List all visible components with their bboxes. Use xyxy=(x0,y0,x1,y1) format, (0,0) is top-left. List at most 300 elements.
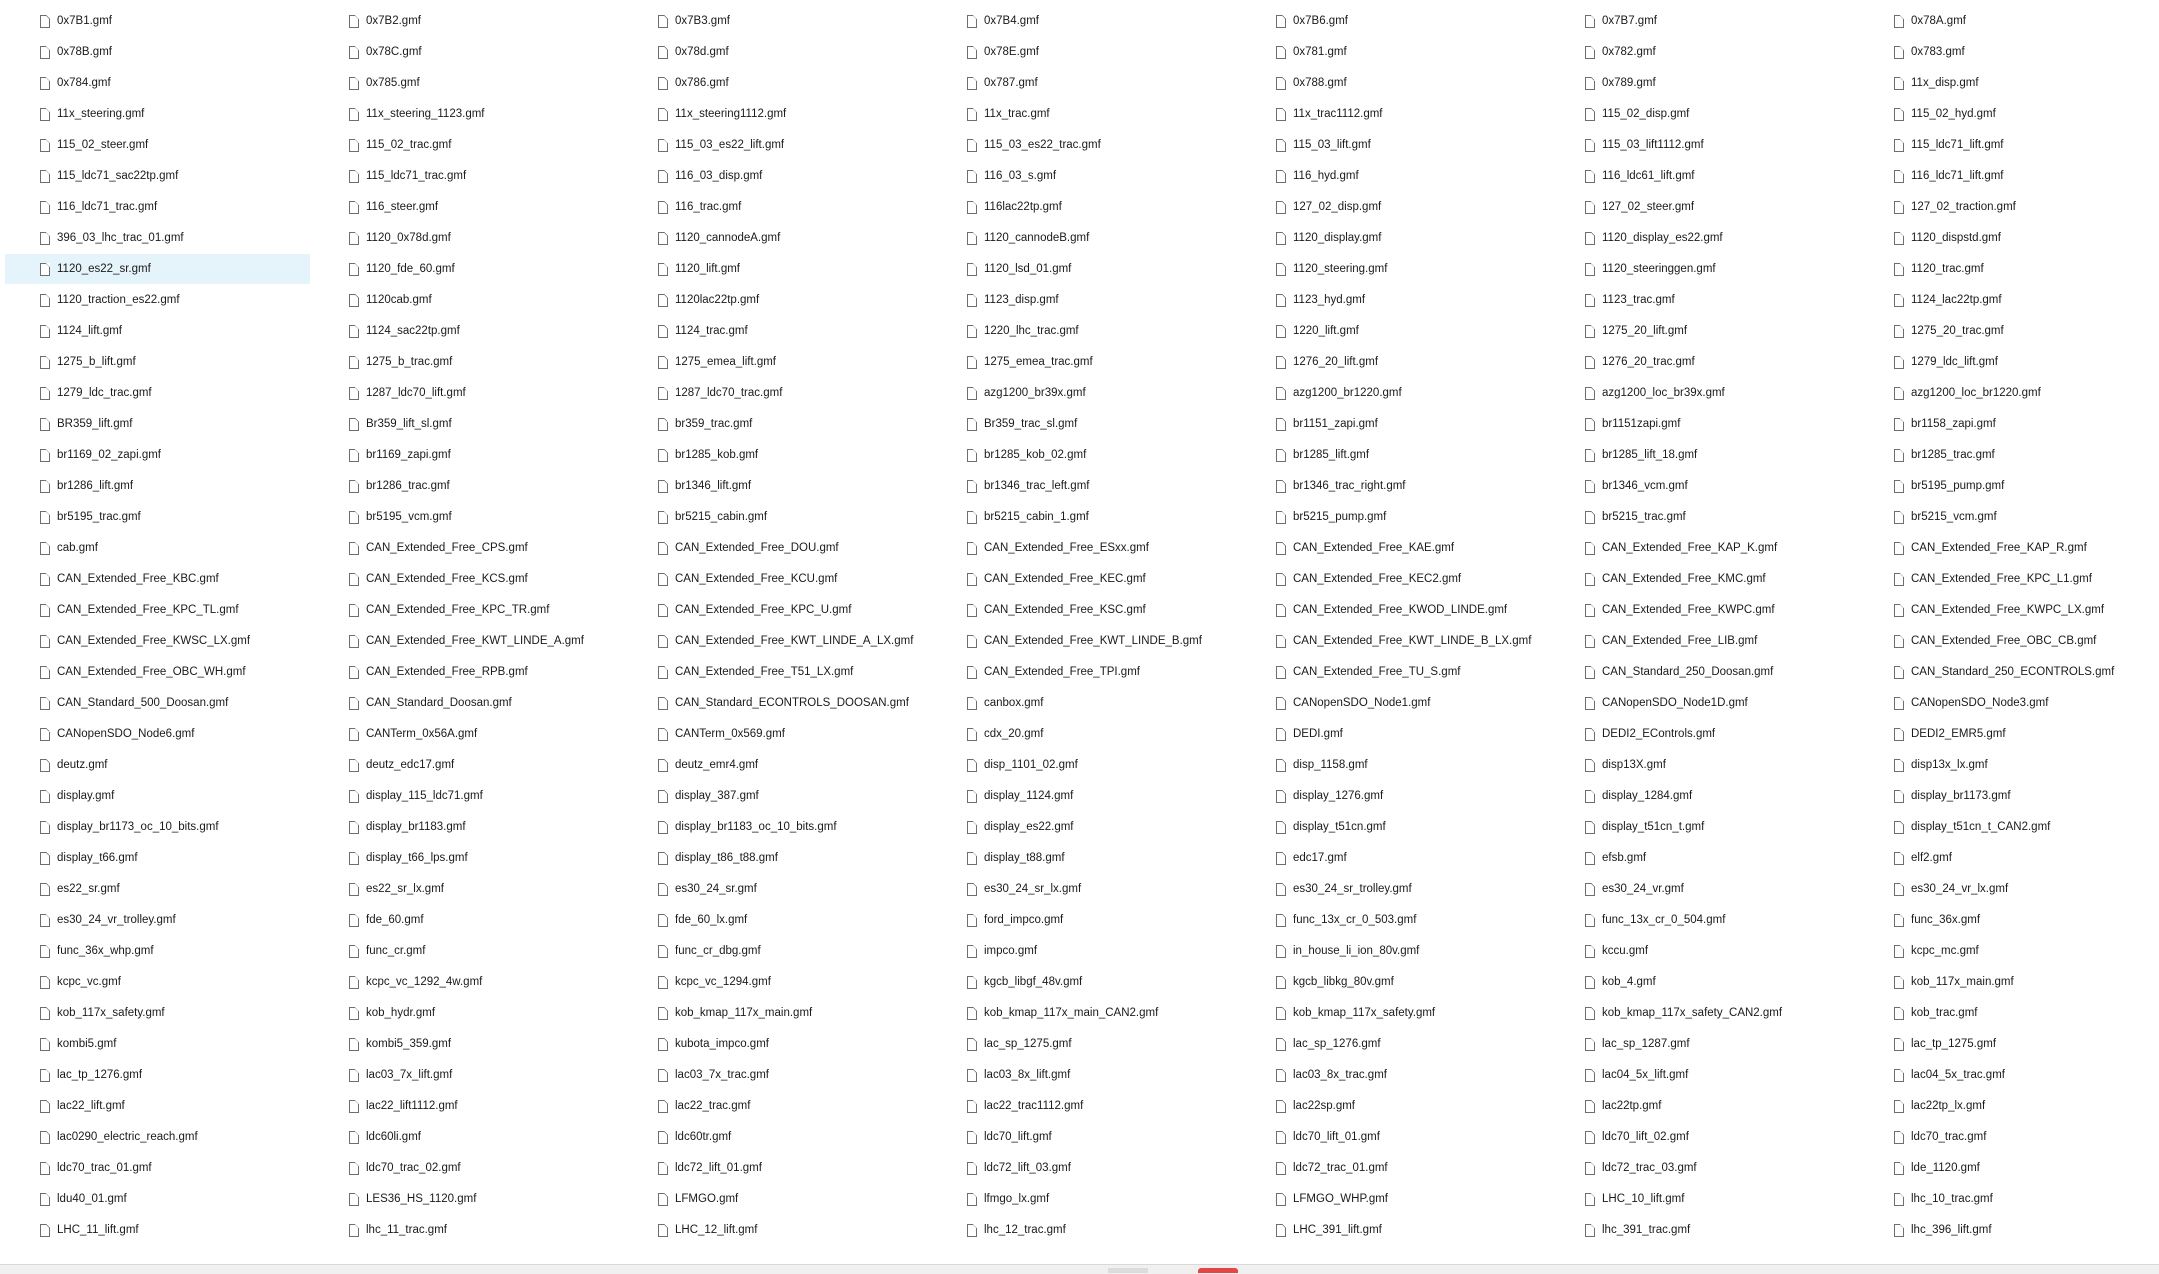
file-item[interactable] xyxy=(314,37,619,67)
file-item[interactable] xyxy=(1550,905,1855,935)
file-item[interactable] xyxy=(314,502,619,532)
file-item[interactable] xyxy=(314,781,619,811)
file-item[interactable] xyxy=(5,1153,310,1183)
file-item[interactable] xyxy=(1241,688,1546,718)
file-name: 1120_lsd_01.gmf xyxy=(984,263,1072,275)
file-item[interactable] xyxy=(1859,936,2159,966)
file-item[interactable] xyxy=(623,502,928,532)
file-item[interactable] xyxy=(1550,471,1855,501)
file-item[interactable] xyxy=(5,37,310,67)
file-item[interactable] xyxy=(1550,130,1855,160)
file-item[interactable] xyxy=(1241,161,1546,191)
file-item[interactable] xyxy=(1550,37,1855,67)
file-item[interactable] xyxy=(5,6,310,36)
file-item[interactable] xyxy=(1241,1091,1546,1121)
file-item[interactable] xyxy=(1241,502,1546,532)
file-item[interactable] xyxy=(1550,843,1855,873)
file-item[interactable] xyxy=(1550,1029,1855,1059)
file-item[interactable] xyxy=(1550,1060,1855,1090)
file-item[interactable] xyxy=(1241,1184,1546,1214)
file-item[interactable] xyxy=(5,657,310,687)
file-item[interactable] xyxy=(623,440,928,470)
file-item[interactable] xyxy=(1241,347,1546,377)
file-item[interactable] xyxy=(5,564,310,594)
file-item[interactable] xyxy=(932,254,1237,284)
file-item[interactable] xyxy=(1859,285,2159,315)
file-item[interactable] xyxy=(623,936,928,966)
file-item[interactable] xyxy=(1241,285,1546,315)
file-item[interactable] xyxy=(1550,502,1855,532)
file-name: es30_24_sr_trolley.gmf xyxy=(1293,883,1412,895)
file-item[interactable] xyxy=(1859,347,2159,377)
file-item[interactable] xyxy=(1241,37,1546,67)
file-item[interactable] xyxy=(1241,316,1546,346)
file-item[interactable] xyxy=(623,378,928,408)
file-item[interactable] xyxy=(1859,471,2159,501)
file-item[interactable] xyxy=(623,409,928,439)
file-item[interactable] xyxy=(5,905,310,935)
file-item[interactable] xyxy=(623,223,928,253)
file-item[interactable] xyxy=(623,130,928,160)
file-item[interactable] xyxy=(5,719,310,749)
file-icon xyxy=(349,852,359,865)
file-item[interactable] xyxy=(1550,254,1855,284)
file-item[interactable] xyxy=(932,1029,1237,1059)
file-item[interactable] xyxy=(1859,998,2159,1028)
file-item[interactable] xyxy=(1241,1060,1546,1090)
file-icon xyxy=(658,418,668,431)
file-item[interactable] xyxy=(1241,6,1546,36)
file-item[interactable] xyxy=(1550,564,1855,594)
file-item[interactable] xyxy=(623,1153,928,1183)
file-item[interactable] xyxy=(5,812,310,842)
file-item[interactable] xyxy=(623,626,928,656)
file-item[interactable] xyxy=(5,874,310,904)
file-item[interactable] xyxy=(5,161,310,191)
file-item[interactable] xyxy=(314,564,619,594)
file-item[interactable] xyxy=(1859,254,2159,284)
file-item[interactable] xyxy=(623,1029,928,1059)
file-item[interactable] xyxy=(314,285,619,315)
file-item[interactable] xyxy=(1241,781,1546,811)
file-item[interactable] xyxy=(1241,1215,1546,1245)
file-icon xyxy=(1894,480,1904,493)
file-item[interactable] xyxy=(5,409,310,439)
file-item[interactable] xyxy=(1241,378,1546,408)
file-item[interactable] xyxy=(623,905,928,935)
file-item[interactable] xyxy=(623,719,928,749)
file-item[interactable] xyxy=(623,657,928,687)
file-item[interactable] xyxy=(1241,409,1546,439)
file-item[interactable] xyxy=(623,99,928,129)
file-item[interactable] xyxy=(932,688,1237,718)
file-item[interactable] xyxy=(5,316,310,346)
file-item[interactable] xyxy=(314,1029,619,1059)
file-item[interactable] xyxy=(623,843,928,873)
file-item[interactable] xyxy=(932,657,1237,687)
file-item[interactable] xyxy=(623,998,928,1028)
file-item[interactable] xyxy=(314,595,619,625)
file-item[interactable] xyxy=(932,409,1237,439)
file-item[interactable] xyxy=(1241,130,1546,160)
file-name: CAN_Standard_500_Doosan.gmf xyxy=(57,697,229,709)
file-item[interactable] xyxy=(932,564,1237,594)
file-item[interactable] xyxy=(5,967,310,997)
file-item[interactable] xyxy=(932,502,1237,532)
file-item[interactable] xyxy=(1241,657,1546,687)
file-item[interactable] xyxy=(1859,1153,2159,1183)
file-item[interactable] xyxy=(623,316,928,346)
file-item[interactable] xyxy=(1859,378,2159,408)
file-item[interactable] xyxy=(1241,254,1546,284)
file-item[interactable] xyxy=(932,378,1237,408)
file-item[interactable] xyxy=(1550,285,1855,315)
file-item[interactable] xyxy=(1550,750,1855,780)
file-item[interactable] xyxy=(314,161,619,191)
file-item[interactable] xyxy=(932,99,1237,129)
file-item[interactable] xyxy=(1859,161,2159,191)
file-item[interactable] xyxy=(1241,564,1546,594)
file-item[interactable] xyxy=(314,254,619,284)
file-item[interactable] xyxy=(1241,1153,1546,1183)
file-item[interactable] xyxy=(932,68,1237,98)
file-item[interactable] xyxy=(932,192,1237,222)
file-item[interactable] xyxy=(932,843,1237,873)
file-item[interactable] xyxy=(1241,936,1546,966)
file-name: CAN_Extended_Free_KEC.gmf xyxy=(984,573,1146,585)
file-item[interactable] xyxy=(1241,874,1546,904)
file-item[interactable] xyxy=(932,812,1237,842)
file-item[interactable] xyxy=(623,285,928,315)
file-item[interactable] xyxy=(5,688,310,718)
file-item[interactable] xyxy=(314,657,619,687)
file-item[interactable] xyxy=(314,750,619,780)
file-item[interactable] xyxy=(1859,874,2159,904)
file-item[interactable] xyxy=(623,347,928,377)
file-item[interactable] xyxy=(623,781,928,811)
file-item[interactable] xyxy=(5,781,310,811)
status-indicator-alert xyxy=(1198,1268,1238,1273)
file-item[interactable] xyxy=(623,6,928,36)
file-item[interactable] xyxy=(623,192,928,222)
file-item[interactable] xyxy=(314,440,619,470)
file-name: 11x_steering_1123.gmf xyxy=(366,108,485,120)
file-item[interactable] xyxy=(314,812,619,842)
file-icon xyxy=(1894,77,1904,90)
file-name: fde_60.gmf xyxy=(366,914,424,926)
file-item[interactable] xyxy=(314,471,619,501)
file-item[interactable] xyxy=(932,967,1237,997)
file-item[interactable] xyxy=(1859,440,2159,470)
file-item[interactable] xyxy=(1550,595,1855,625)
file-item[interactable] xyxy=(932,874,1237,904)
file-item[interactable] xyxy=(1859,502,2159,532)
file-item[interactable] xyxy=(314,409,619,439)
file-item[interactable] xyxy=(1859,1215,2159,1245)
file-item[interactable] xyxy=(314,688,619,718)
file-item[interactable] xyxy=(1859,905,2159,935)
file-name: 0x78A.gmf xyxy=(1911,15,1966,27)
file-item[interactable] xyxy=(932,316,1237,346)
file-item[interactable] xyxy=(5,1060,310,1090)
file-item[interactable] xyxy=(1859,1060,2159,1090)
file-item[interactable] xyxy=(932,998,1237,1028)
file-item[interactable] xyxy=(1241,223,1546,253)
file-item[interactable] xyxy=(5,192,310,222)
file-item[interactable] xyxy=(314,1184,619,1214)
file-item[interactable] xyxy=(932,440,1237,470)
file-item[interactable] xyxy=(314,1060,619,1090)
file-item[interactable] xyxy=(5,1215,310,1245)
file-item[interactable] xyxy=(1859,781,2159,811)
file-item[interactable] xyxy=(623,471,928,501)
file-item[interactable] xyxy=(1241,719,1546,749)
file-item[interactable] xyxy=(314,843,619,873)
file-item[interactable] xyxy=(1859,1184,2159,1214)
file-item[interactable] xyxy=(1859,1029,2159,1059)
file-item[interactable] xyxy=(5,595,310,625)
file-item[interactable] xyxy=(1550,626,1855,656)
file-item[interactable] xyxy=(1241,998,1546,1028)
file-item[interactable] xyxy=(314,6,619,36)
file-item[interactable] xyxy=(932,781,1237,811)
file-item[interactable] xyxy=(5,1029,310,1059)
file-item[interactable] xyxy=(5,440,310,470)
file-item[interactable] xyxy=(1550,68,1855,98)
file-item[interactable] xyxy=(1859,843,2159,873)
file-item[interactable] xyxy=(623,874,928,904)
file-item[interactable] xyxy=(932,1091,1237,1121)
file-item[interactable] xyxy=(623,37,928,67)
file-item[interactable] xyxy=(1859,37,2159,67)
file-item[interactable] xyxy=(623,1091,928,1121)
file-item[interactable] xyxy=(1550,998,1855,1028)
file-item[interactable] xyxy=(932,285,1237,315)
file-item[interactable] xyxy=(314,874,619,904)
file-icon xyxy=(1894,542,1904,555)
file-item[interactable] xyxy=(1241,192,1546,222)
file-item[interactable] xyxy=(932,6,1237,36)
file-item[interactable] xyxy=(623,1060,928,1090)
file-icon xyxy=(1585,356,1595,369)
file-item[interactable] xyxy=(1859,812,2159,842)
file-name: lac_sp_1287.gmf xyxy=(1602,1038,1690,1050)
file-item[interactable] xyxy=(314,998,619,1028)
file-item[interactable] xyxy=(1550,967,1855,997)
file-item[interactable] xyxy=(1859,657,2159,687)
file-item[interactable] xyxy=(1241,750,1546,780)
file-item[interactable] xyxy=(623,1215,928,1245)
file-item[interactable] xyxy=(314,99,619,129)
file-item[interactable] xyxy=(1859,316,2159,346)
file-item[interactable] xyxy=(5,1184,310,1214)
file-item[interactable] xyxy=(623,533,928,563)
file-item[interactable] xyxy=(5,99,310,129)
file-item[interactable] xyxy=(1550,1122,1855,1152)
file-item[interactable] xyxy=(1550,1091,1855,1121)
file-item[interactable] xyxy=(623,1184,928,1214)
file-item[interactable] xyxy=(1859,626,2159,656)
file-item[interactable] xyxy=(623,967,928,997)
file-item[interactable] xyxy=(932,471,1237,501)
file-item[interactable] xyxy=(1241,595,1546,625)
file-item[interactable] xyxy=(932,1153,1237,1183)
file-item[interactable] xyxy=(1550,316,1855,346)
file-item[interactable] xyxy=(5,998,310,1028)
file-item[interactable] xyxy=(1859,130,2159,160)
file-item[interactable] xyxy=(932,936,1237,966)
file-item[interactable] xyxy=(5,471,310,501)
file-item[interactable] xyxy=(5,1091,310,1121)
file-item[interactable] xyxy=(1550,688,1855,718)
file-item[interactable] xyxy=(932,750,1237,780)
file-icon xyxy=(40,77,50,90)
file-item[interactable] xyxy=(1241,843,1546,873)
file-item[interactable] xyxy=(1241,440,1546,470)
file-item[interactable] xyxy=(314,223,619,253)
file-item[interactable] xyxy=(1550,378,1855,408)
file-item[interactable] xyxy=(932,347,1237,377)
file-item[interactable] xyxy=(1550,781,1855,811)
file-item[interactable] xyxy=(932,533,1237,563)
file-item[interactable] xyxy=(1550,409,1855,439)
file-item[interactable] xyxy=(932,1184,1237,1214)
file-item[interactable] xyxy=(1550,6,1855,36)
file-item[interactable] xyxy=(623,564,928,594)
file-item[interactable] xyxy=(1859,68,2159,98)
file-item[interactable] xyxy=(932,595,1237,625)
file-icon xyxy=(1276,325,1286,338)
file-item[interactable] xyxy=(1859,750,2159,780)
file-item[interactable] xyxy=(314,68,619,98)
file-item[interactable] xyxy=(1550,874,1855,904)
file-item[interactable] xyxy=(1859,192,2159,222)
file-item[interactable] xyxy=(5,68,310,98)
file-item[interactable] xyxy=(1550,812,1855,842)
file-item[interactable] xyxy=(1241,967,1546,997)
file-item[interactable] xyxy=(5,347,310,377)
file-item[interactable] xyxy=(623,254,928,284)
file-item[interactable] xyxy=(314,936,619,966)
file-item[interactable] xyxy=(314,1122,619,1152)
file-item[interactable] xyxy=(932,1122,1237,1152)
file-item[interactable] xyxy=(1859,99,2159,129)
file-item[interactable] xyxy=(5,378,310,408)
file-item[interactable] xyxy=(1859,6,2159,36)
file-item[interactable] xyxy=(314,347,619,377)
file-item[interactable] xyxy=(623,595,928,625)
file-item[interactable] xyxy=(623,1122,928,1152)
file-item[interactable] xyxy=(314,1215,619,1245)
file-item[interactable] xyxy=(1550,347,1855,377)
file-item[interactable] xyxy=(623,750,928,780)
file-item[interactable] xyxy=(5,626,310,656)
file-item[interactable] xyxy=(1550,1184,1855,1214)
file-item[interactable] xyxy=(1859,719,2159,749)
file-item[interactable] xyxy=(1859,967,2159,997)
file-item[interactable] xyxy=(932,37,1237,67)
file-item[interactable] xyxy=(932,1060,1237,1090)
file-item[interactable] xyxy=(1241,812,1546,842)
file-item[interactable] xyxy=(314,533,619,563)
file-item[interactable] xyxy=(5,130,310,160)
file-item[interactable] xyxy=(1859,564,2159,594)
file-item[interactable] xyxy=(1859,1091,2159,1121)
file-item[interactable] xyxy=(932,1215,1237,1245)
file-item[interactable] xyxy=(1550,1215,1855,1245)
file-item[interactable] xyxy=(314,967,619,997)
file-item[interactable] xyxy=(314,1091,619,1121)
file-item[interactable] xyxy=(1859,1122,2159,1152)
file-item[interactable] xyxy=(1859,533,2159,563)
file-item[interactable] xyxy=(1241,533,1546,563)
file-item[interactable] xyxy=(5,254,310,284)
file-item[interactable] xyxy=(1241,905,1546,935)
file-item[interactable] xyxy=(314,719,619,749)
file-item[interactable] xyxy=(5,750,310,780)
file-item[interactable] xyxy=(932,161,1237,191)
file-item[interactable] xyxy=(5,285,310,315)
file-item[interactable] xyxy=(1859,223,2159,253)
file-item[interactable] xyxy=(314,905,619,935)
file-item[interactable] xyxy=(5,1122,310,1152)
file-item[interactable] xyxy=(1550,657,1855,687)
file-item[interactable] xyxy=(314,316,619,346)
file-item[interactable] xyxy=(932,223,1237,253)
file-item[interactable] xyxy=(1241,1122,1546,1152)
file-item[interactable] xyxy=(623,812,928,842)
file-item[interactable] xyxy=(932,130,1237,160)
file-item[interactable] xyxy=(1550,1153,1855,1183)
file-icon xyxy=(967,790,977,803)
file-item[interactable] xyxy=(1859,688,2159,718)
file-item[interactable] xyxy=(932,905,1237,935)
file-item[interactable] xyxy=(1859,595,2159,625)
file-item[interactable] xyxy=(5,533,310,563)
file-item[interactable] xyxy=(314,378,619,408)
file-item[interactable] xyxy=(623,688,928,718)
file-icon xyxy=(40,1007,50,1020)
file-item[interactable] xyxy=(1241,626,1546,656)
file-item[interactable] xyxy=(1550,440,1855,470)
file-item[interactable] xyxy=(1859,409,2159,439)
file-item[interactable] xyxy=(623,161,928,191)
file-item[interactable] xyxy=(932,626,1237,656)
file-item[interactable] xyxy=(1550,936,1855,966)
file-item[interactable] xyxy=(1550,533,1855,563)
file-item[interactable] xyxy=(1241,68,1546,98)
file-item[interactable] xyxy=(5,223,310,253)
file-item[interactable] xyxy=(1550,223,1855,253)
file-item[interactable] xyxy=(5,843,310,873)
file-item[interactable] xyxy=(314,1153,619,1183)
file-item[interactable] xyxy=(5,936,310,966)
file-item[interactable] xyxy=(1550,192,1855,222)
file-item[interactable] xyxy=(314,130,619,160)
file-item[interactable] xyxy=(1241,1029,1546,1059)
file-icon xyxy=(967,852,977,865)
file-item[interactable] xyxy=(314,192,619,222)
file-item[interactable] xyxy=(314,626,619,656)
file-item[interactable] xyxy=(623,68,928,98)
file-item[interactable] xyxy=(1550,719,1855,749)
file-item[interactable] xyxy=(1550,161,1855,191)
file-item[interactable] xyxy=(932,719,1237,749)
file-item[interactable] xyxy=(1241,99,1546,129)
file-item[interactable] xyxy=(5,502,310,532)
file-item[interactable] xyxy=(1241,471,1546,501)
file-item[interactable] xyxy=(1550,99,1855,129)
